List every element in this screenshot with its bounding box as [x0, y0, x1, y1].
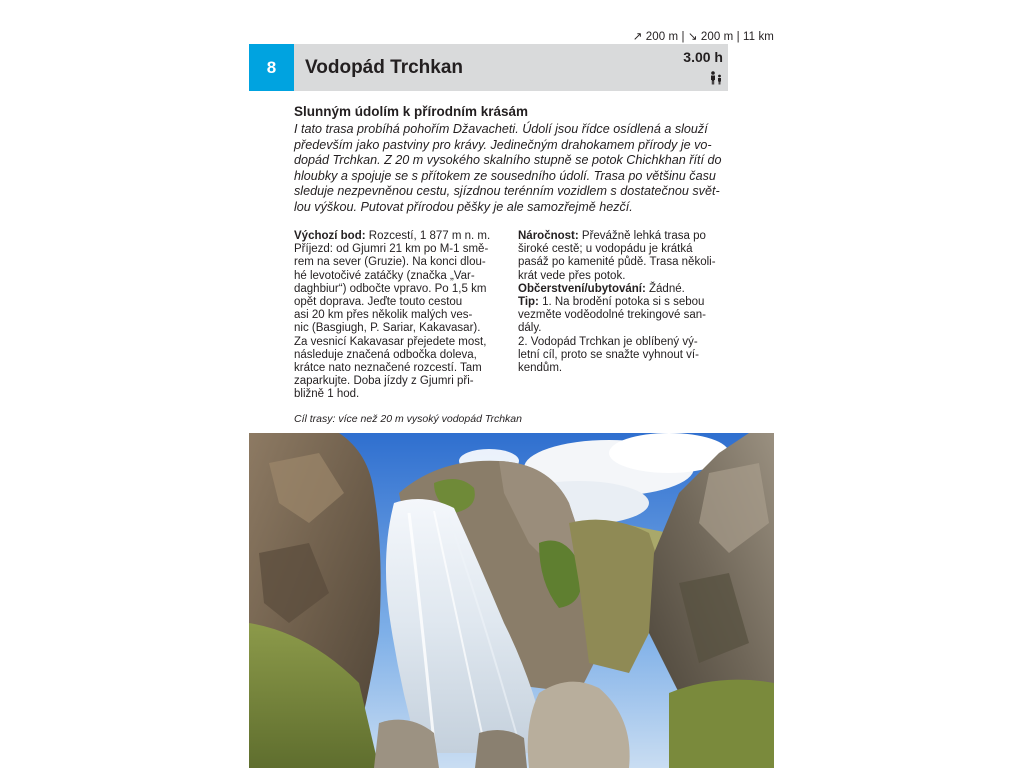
tip-line: vezměte voděodolné trekingové san- [518, 309, 706, 322]
waterfall-illustration [249, 433, 774, 768]
access-line: bližně 1 hod. [294, 388, 360, 401]
tip-line: 2. Vodopád Trchkan je oblíbený vý- [518, 335, 698, 348]
route-header [249, 44, 728, 91]
intro-text [294, 122, 731, 216]
guidebook-page [249, 0, 774, 768]
family-icon [709, 71, 723, 85]
access-line: daghbiur“) odbočte vpravo. Po 1,5 km [294, 282, 487, 295]
tip-line: letní cíl, proto se snažte vyhnout ví- [518, 348, 699, 361]
access-line: asi 20 km přes několik malých ves- [294, 309, 473, 322]
intro-line: sleduje nezpevněnou cestu, sjízdnou terénním vozidlem s dostatečnou svět- [294, 184, 720, 199]
access-line: hé levotočivé zatáčky (značka „Var- [294, 269, 475, 282]
refreshment [518, 283, 730, 296]
tip [518, 296, 730, 375]
tip-line: kendům. [518, 362, 563, 375]
difficulty-first-line [518, 230, 730, 243]
access-text [294, 243, 506, 401]
intro-heading: Slunným údolím k přírodním krásám [294, 104, 529, 119]
access-line: opět doprava. Jeďte touto cestou [294, 296, 463, 309]
boulder [475, 730, 527, 768]
intro-line: I tato trasa probíhá pohořím Džavacheti. Údolí jsou řídce osídlená a slouží [294, 122, 708, 136]
access-info-column [294, 230, 506, 402]
difficulty-line: pasáž po kamenité půdě. Trasa několi- [518, 256, 716, 269]
intro-line: především jako pastviny pro krávy. Jedinečným drahokamem přírody je vo- [294, 137, 712, 152]
waterfall-photo [249, 433, 774, 768]
refreshment-label: Občerstvení/ubytování: [518, 282, 646, 295]
access-line: nic (Basgiugh, P. Sariar, Kakavasar). [294, 322, 481, 335]
tip-line: dály. [518, 322, 542, 335]
route-details-column [518, 230, 730, 375]
grass-slope [669, 680, 774, 768]
intro-line: hloubky a spojuje se s přítokem ze sousedního údolí. Trasa po většinu času [294, 168, 716, 183]
access-line: Za vesnicí Kakavasar přejedete most, [294, 335, 487, 348]
tip-label: Tip: [518, 296, 539, 309]
intro-line: lou výškou. Putovat přírodou pěšky je ale samozřejmě hezčí. [294, 199, 633, 214]
photo-caption: Cíl trasy: více než 20 m vysoký vodopád Trchkan [294, 413, 522, 425]
refreshment-text: Žádné. [645, 282, 685, 295]
difficulty-line: Převážně lehká trasa po [578, 230, 706, 242]
difficulty-line: široké cestě; u vodopádu je krátká [518, 243, 693, 256]
start-label: Výchozí bod: [294, 230, 366, 242]
access-line: zaparkujte. Doba jízdy z Gjumri při- [294, 375, 474, 388]
access-line: krátce nato neznačené rozcestí. Tam [294, 362, 482, 375]
difficulty [518, 230, 730, 283]
route-title: Vodopád Trchkan [305, 57, 464, 78]
route-stats: ↗ 200 m | ↘ 200 m | 11 km [632, 31, 774, 43]
tip-line: 1. Na brodění potoka si s sebou [538, 296, 705, 309]
route-duration: 3.00 h [683, 49, 723, 65]
route-number-badge: 8 [249, 44, 294, 91]
access-line: následuje značená odbočka doleva, [294, 348, 477, 361]
access-line: rem na sever (Gruzie). Na konci dlou- [294, 256, 486, 269]
intro-section [294, 104, 731, 216]
tip-first-line [518, 296, 730, 309]
difficulty-label: Náročnost: [518, 230, 579, 242]
access-line: Příjezd: od Gjumri 21 km po M-1 smě- [294, 243, 489, 256]
difficulty-line: krát vede přes potok. [518, 269, 626, 282]
start-point [294, 230, 506, 243]
intro-line: dopád Trchkan. Z 20 m vysokého skalního stupně se potok Chichkhan řítí do [294, 153, 722, 168]
start-text: Rozcestí, 1 877 m n. m. [365, 230, 491, 242]
